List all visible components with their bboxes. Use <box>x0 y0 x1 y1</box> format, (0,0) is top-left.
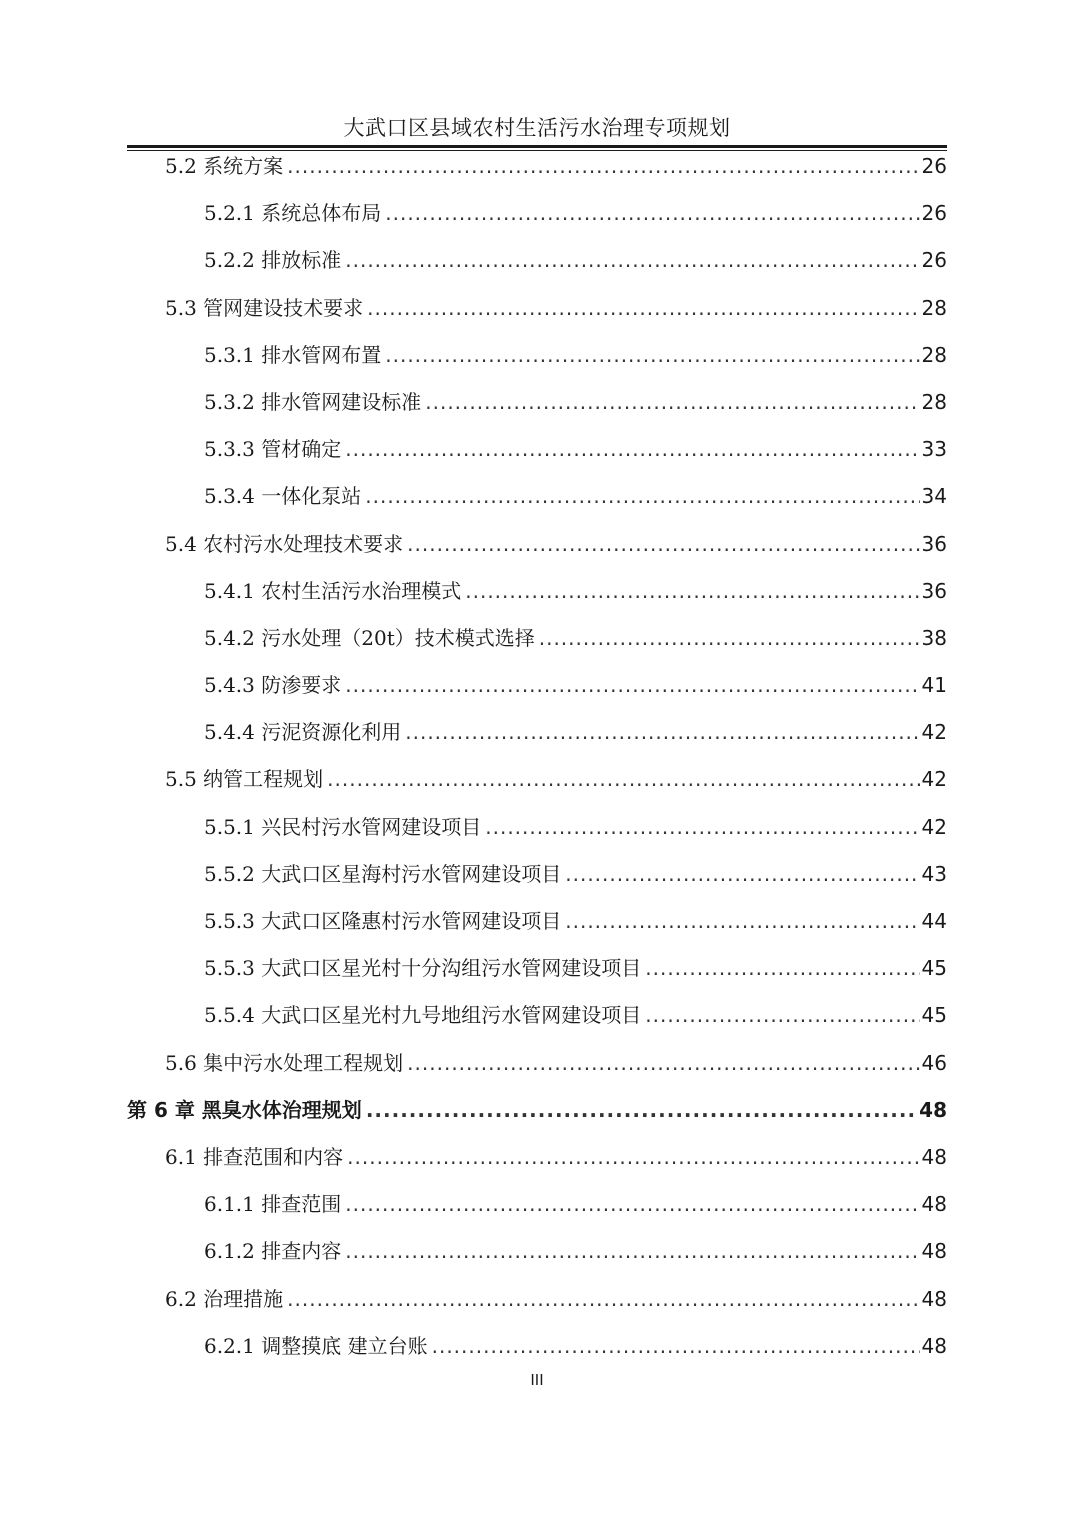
toc-entry-page: 34 <box>921 484 947 509</box>
toc-entry-page: 48 <box>921 1333 947 1358</box>
toc-entry-title: 5.3 管网建设技术要求 <box>165 295 364 320</box>
toc-dot-leader <box>645 945 919 992</box>
toc-dot-leader <box>465 568 919 615</box>
toc-entry-page: 42 <box>921 720 947 745</box>
toc-entry[interactable] <box>127 332 947 379</box>
toc-entry-page: 42 <box>921 814 947 839</box>
toc-dot-leader <box>539 615 920 662</box>
toc-entry-title: 5.2.1 系统总体布局 <box>204 201 382 226</box>
toc-entry-title: 5.5.3 大武口区隆惠村污水管网建设项目 <box>204 909 562 933</box>
toc-entry-title: 5.2 系统方案 <box>165 154 284 178</box>
toc-entry-page: 46 <box>921 1050 947 1075</box>
toc-entry-page: 26 <box>921 248 947 273</box>
toc-entry-title: 5.5.4 大武口区星光村九号地组污水管网建设项目 <box>204 1003 642 1028</box>
toc-dot-leader <box>345 237 919 284</box>
toc-entry-title: 6.1.1 排查范围 <box>204 1192 342 1217</box>
toc-entry[interactable] <box>127 568 947 615</box>
toc-entry[interactable] <box>127 615 947 662</box>
toc-dot-leader <box>287 1276 919 1323</box>
toc-entry-title: 5.5 纳管工程规划 <box>165 767 324 792</box>
toc-entry-title: 5.6 集中污水处理工程规划 <box>165 1050 404 1075</box>
toc-entry-title: 5.4.3 防渗要求 <box>204 673 342 698</box>
toc-entry-page: 45 <box>921 1003 947 1028</box>
toc-entry[interactable] <box>127 851 947 898</box>
toc-entry-title: 5.3.1 排水管网布置 <box>204 342 382 367</box>
toc-entry-page: 26 <box>921 154 947 178</box>
toc-entry-page: 26 <box>921 201 947 226</box>
toc-entry[interactable] <box>127 1181 947 1228</box>
table-of-contents <box>127 143 947 1370</box>
toc-entry-page: 48 <box>921 1192 947 1217</box>
toc-entry-page: 33 <box>921 437 947 462</box>
toc-entry-title: 5.3.2 排水管网建设标准 <box>204 389 422 414</box>
toc-entry[interactable] <box>127 521 947 568</box>
toc-entry-page: 36 <box>921 578 947 603</box>
toc-dot-leader <box>432 1323 920 1370</box>
toc-entry-title: 6.1 排查范围和内容 <box>165 1144 344 1169</box>
toc-entry[interactable] <box>127 473 947 520</box>
toc-entry-title: 6.2 治理措施 <box>165 1286 284 1311</box>
toc-dot-leader <box>405 709 919 756</box>
toc-entry[interactable] <box>127 1276 947 1323</box>
toc-dot-leader <box>485 804 919 851</box>
toc-entry[interactable] <box>127 898 947 945</box>
toc-dot-leader <box>407 1040 919 1087</box>
toc-dot-leader <box>367 285 919 332</box>
toc-entry-title: 6.1.2 排查内容 <box>204 1239 342 1264</box>
toc-entry[interactable] <box>127 1134 947 1181</box>
toc-entry[interactable] <box>127 379 947 426</box>
toc-dot-leader <box>365 473 919 520</box>
toc-entry[interactable] <box>127 190 947 237</box>
toc-dot-leader <box>366 1087 917 1134</box>
toc-dot-leader <box>327 756 919 803</box>
toc-entry-title: 5.5.2 大武口区星海村污水管网建设项目 <box>204 861 562 886</box>
toc-dot-leader <box>287 143 919 190</box>
toc-entry-title: 5.3.3 管材确定 <box>204 437 342 462</box>
toc-entry-page: 48 <box>921 1239 947 1264</box>
toc-entry-page: 28 <box>921 389 947 414</box>
toc-entry-title: 第 6 章 黑臭水体治理规划 <box>127 1097 362 1122</box>
running-header: 大武口区县域农村生活污水治理专项规划 <box>343 116 731 140</box>
toc-entry[interactable] <box>127 1228 947 1275</box>
toc-dot-leader <box>565 851 919 898</box>
toc-entry-page: 38 <box>921 625 947 650</box>
toc-entry-title: 5.4 农村污水处理技术要求 <box>165 531 404 556</box>
toc-entry[interactable] <box>127 237 947 284</box>
toc-entry[interactable] <box>127 285 947 332</box>
toc-entry-page: 44 <box>921 909 947 933</box>
toc-entry-page: 41 <box>921 673 947 698</box>
toc-entry-page: 48 <box>921 1144 947 1169</box>
toc-entry-title: 6.2.1 调整摸底 建立台账 <box>204 1333 428 1358</box>
toc-dot-leader <box>345 1181 919 1228</box>
toc-dot-leader <box>407 521 919 568</box>
toc-entry-title: 5.5.3 大武口区星光村十分沟组污水管网建设项目 <box>204 956 642 981</box>
toc-entry-title: 5.4.1 农村生活污水治理模式 <box>204 578 462 603</box>
toc-entry-title: 5.4.4 污泥资源化利用 <box>204 720 402 745</box>
toc-entry-page: 28 <box>921 295 947 320</box>
toc-entry-page: 43 <box>921 861 947 886</box>
toc-entry[interactable] <box>127 1040 947 1087</box>
toc-entry-page: 42 <box>921 767 947 792</box>
toc-entry[interactable] <box>127 426 947 473</box>
toc-entry[interactable] <box>127 662 947 709</box>
toc-entry[interactable] <box>127 992 947 1039</box>
toc-dot-leader <box>345 1228 919 1275</box>
toc-dot-leader <box>385 190 919 237</box>
toc-dot-leader <box>565 898 919 945</box>
toc-dot-leader <box>345 662 919 709</box>
toc-entry-title: 5.2.2 排放标准 <box>204 248 342 273</box>
toc-entry-page: 45 <box>921 956 947 981</box>
toc-entry-page: 36 <box>921 531 947 556</box>
toc-entry[interactable] <box>127 1323 947 1370</box>
toc-dot-leader <box>645 992 919 1039</box>
toc-entry-page: 28 <box>921 342 947 367</box>
toc-entry-title: 5.3.4 一体化泵站 <box>204 484 362 509</box>
toc-dot-leader <box>385 332 919 379</box>
toc-entry[interactable] <box>127 709 947 756</box>
toc-entry-page: 48 <box>921 1286 947 1311</box>
toc-entry-page: 48 <box>919 1097 947 1122</box>
toc-dot-leader <box>347 1134 919 1181</box>
toc-entry[interactable] <box>127 756 947 803</box>
toc-entry[interactable] <box>127 1087 947 1134</box>
toc-entry-title: 5.4.2 污水处理（20t）技术模式选择 <box>204 625 535 650</box>
toc-entry[interactable] <box>127 143 947 190</box>
toc-entry-title: 5.5.1 兴民村污水管网建设项目 <box>204 814 482 839</box>
toc-dot-leader <box>425 379 919 426</box>
toc-dot-leader <box>345 426 919 473</box>
page-number: III <box>530 1371 544 1389</box>
toc-entry[interactable] <box>127 804 947 851</box>
toc-entry[interactable] <box>127 945 947 992</box>
